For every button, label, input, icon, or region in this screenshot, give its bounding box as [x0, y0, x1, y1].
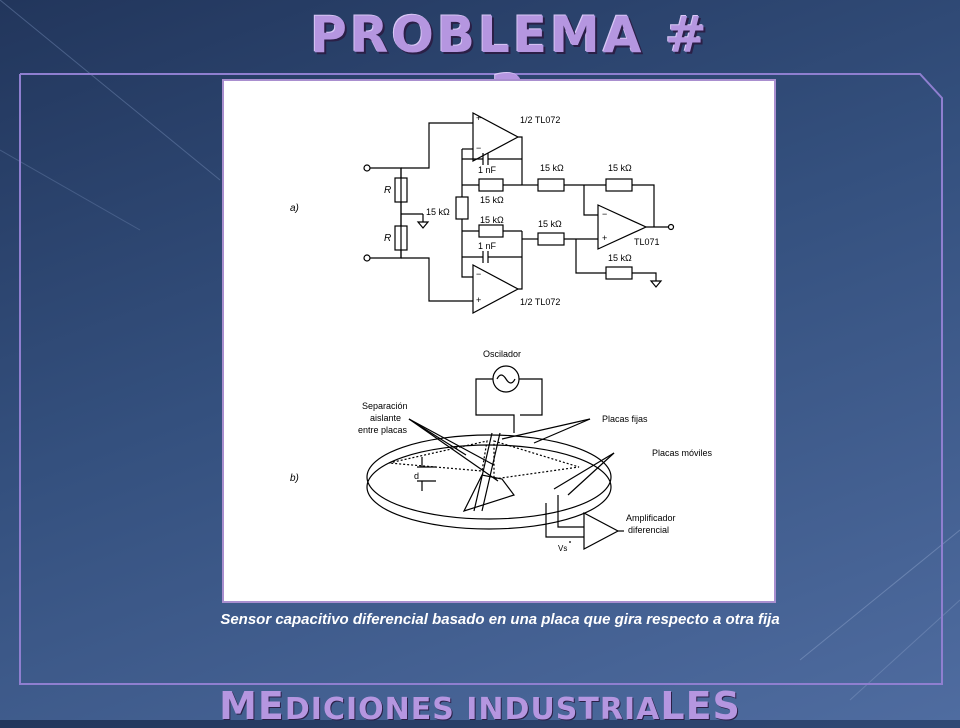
label-amp-1: Amplificador	[626, 513, 676, 523]
footer-part-1: ME	[219, 684, 285, 728]
resistor-fb-top	[479, 179, 503, 191]
slide-title: PROBLEMA #	[310, 6, 710, 64]
circuit-figure	[222, 79, 776, 603]
resistor-fb-out	[606, 179, 632, 191]
label-res-fb-out: 15 kΩ	[608, 163, 632, 173]
label-amp-2: diferencial	[628, 525, 670, 535]
label-res-fb-bottom: 15 kΩ	[480, 215, 504, 225]
figure-caption: Sensor capacitivo diferencial basado en una placa que gira respecto a otra fija	[220, 611, 780, 628]
label-res-fb-top: 15 kΩ	[480, 195, 504, 205]
footer-subject	[0, 684, 960, 728]
label-separation-2: aislante	[370, 413, 402, 423]
label-plus-out: +	[602, 233, 608, 243]
footer-part-3: LES	[660, 684, 741, 728]
label-separation-1: Separación	[362, 401, 408, 411]
label-opamp-top: 1/2 TL072	[520, 115, 561, 125]
input-terminal-top	[364, 165, 370, 171]
label-res-in-bottom: 15 kΩ	[538, 219, 562, 229]
input-terminal-bottom	[364, 255, 370, 261]
resistor-in-top	[538, 179, 564, 191]
label-r-bottom: R	[384, 233, 392, 244]
label-res-ground: 15 kΩ	[608, 253, 632, 263]
ground-symbol-out	[651, 281, 661, 287]
label-oscillator: Oscilador	[483, 349, 522, 359]
label-d: d	[414, 471, 420, 481]
label-a: a)	[290, 203, 299, 214]
label-opamp-out: TL071	[634, 237, 660, 247]
label-separation-3: entre placas	[358, 425, 408, 435]
label-opamp-bottom: 1/2 TL072	[520, 297, 561, 307]
label-moving-plates: Placas móviles	[652, 448, 713, 458]
footer-part-2: DICIONES INDUSTRIA	[284, 692, 661, 727]
label-cap-top: 1 nF	[478, 165, 497, 175]
output-terminal	[669, 225, 674, 230]
resistor-mid	[456, 197, 468, 219]
label-minus-bottom: −	[476, 269, 482, 279]
resistor-fb-bottom	[479, 225, 503, 237]
label-res-in-top: 15 kΩ	[540, 163, 564, 173]
moving-plates	[494, 441, 579, 479]
label-fixed-plates: Placas fijas	[602, 414, 648, 424]
label-cap-bottom: 1 nF	[478, 241, 497, 251]
ground-symbol-mid	[418, 222, 428, 228]
label-res-mid: 15 kΩ	[426, 207, 450, 217]
label-minus-top: −	[476, 143, 482, 153]
label-plus-bottom: +	[476, 295, 482, 305]
resistor-in-bottom	[538, 233, 564, 245]
amplifier-diferencial	[584, 513, 618, 549]
circuit-diagram	[224, 81, 774, 601]
resistor-ground	[606, 267, 632, 279]
base-disc	[367, 445, 611, 529]
label-vs: Vs	[558, 544, 568, 553]
label-minus-out: −	[602, 209, 608, 219]
label-b: b)	[290, 473, 299, 484]
label-r-top: R	[384, 185, 392, 196]
label-plus-top: +	[476, 113, 482, 123]
